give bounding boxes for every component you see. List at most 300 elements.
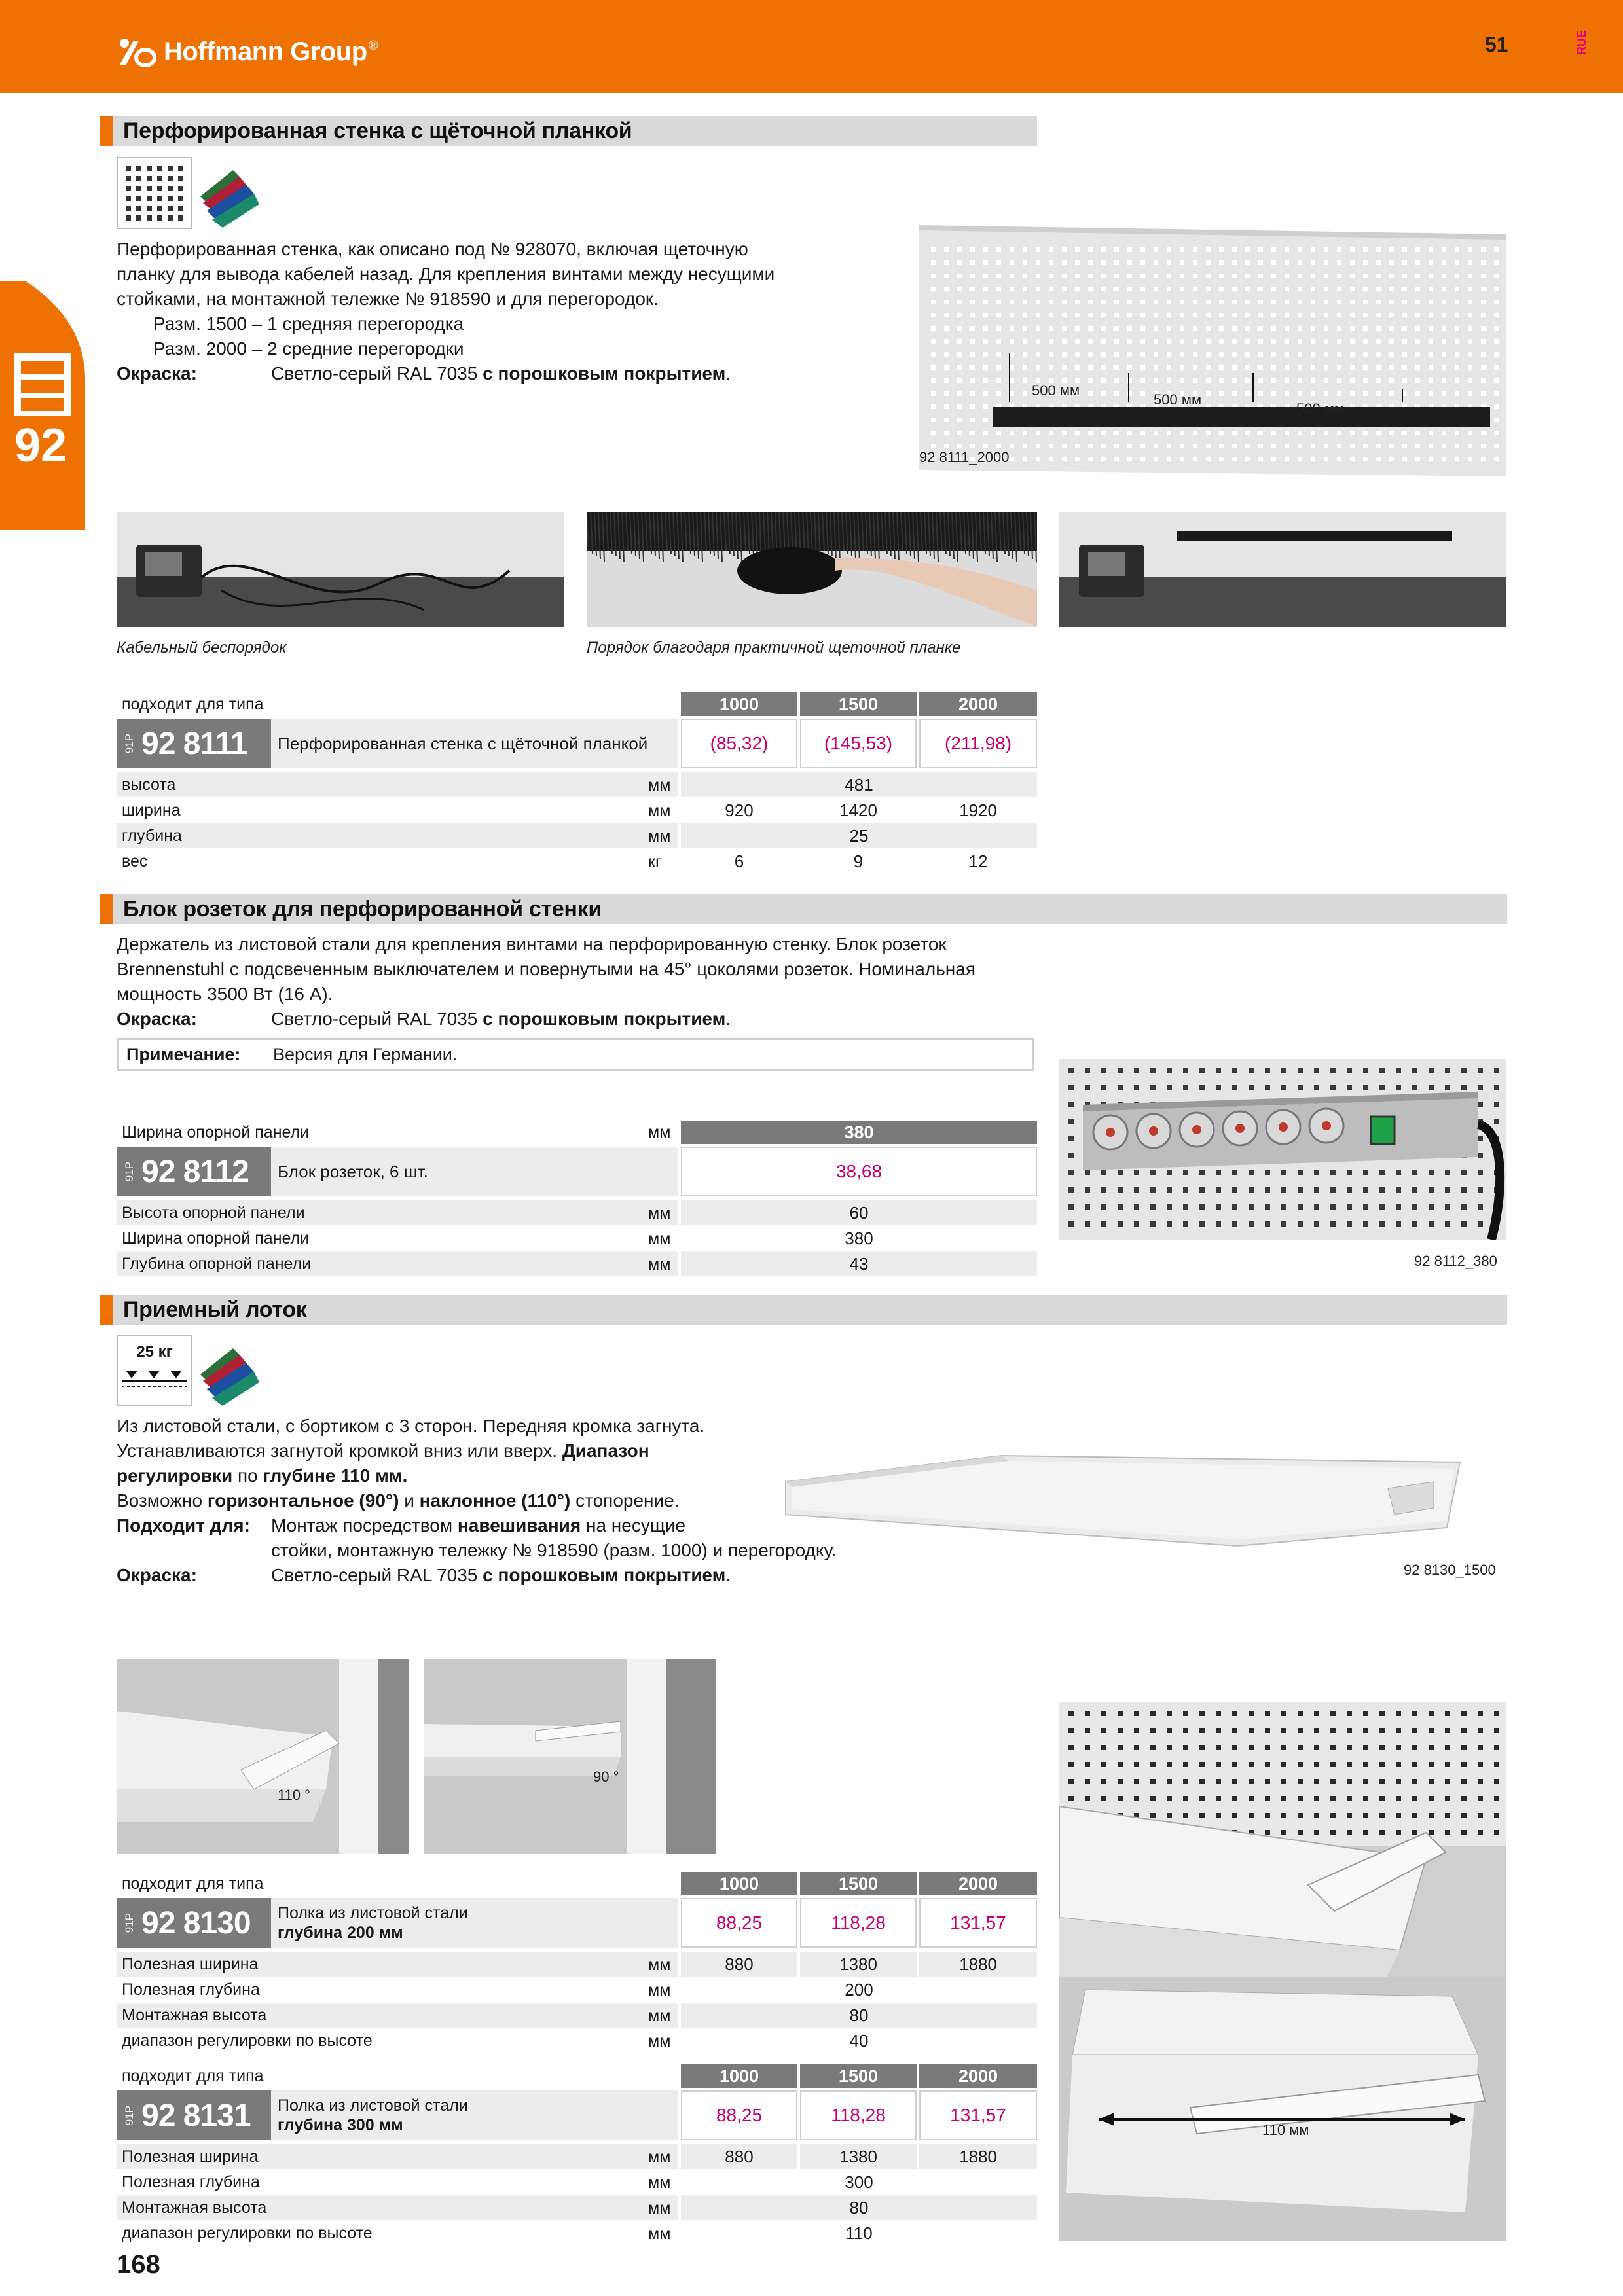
perforation-dot bbox=[996, 274, 1001, 278]
perforation-dot bbox=[944, 352, 949, 357]
perforation-dot bbox=[1396, 1830, 1401, 1835]
perforation-dot bbox=[1167, 457, 1171, 461]
perforation-dot bbox=[1330, 1779, 1336, 1784]
perforation-dot bbox=[1324, 274, 1328, 278]
perforation-dot bbox=[1412, 1204, 1417, 1210]
perforation-dot bbox=[1180, 300, 1184, 304]
perforation-dot bbox=[1258, 247, 1263, 252]
perforation-dot bbox=[1311, 352, 1315, 357]
perforation-dot bbox=[1180, 431, 1184, 435]
perforation-dot bbox=[1216, 1745, 1221, 1750]
perforation-dot bbox=[1415, 287, 1420, 291]
perforation-dot bbox=[1199, 1745, 1205, 1750]
perforation-dot bbox=[1461, 1830, 1467, 1835]
perforation-dot bbox=[1379, 1085, 1385, 1090]
perforation-dot bbox=[944, 365, 949, 370]
column-header: 2000 bbox=[919, 1872, 1037, 1895]
perforation-dot bbox=[1481, 326, 1486, 331]
perforation-dot bbox=[1101, 457, 1106, 461]
perforation-dot bbox=[1023, 313, 1027, 317]
perforation-dot bbox=[957, 352, 962, 357]
perforation-dot bbox=[1337, 300, 1341, 304]
perforation-dot bbox=[1442, 391, 1446, 396]
perforation-dot bbox=[1049, 326, 1053, 331]
perforation-dot bbox=[1167, 1187, 1172, 1193]
perforation-dot bbox=[1245, 313, 1250, 317]
perforation-dot bbox=[1442, 339, 1446, 344]
text-part: Возможно bbox=[117, 1490, 208, 1511]
perforation-dot bbox=[1193, 287, 1197, 291]
perforation-dot bbox=[1150, 1711, 1156, 1716]
perforation-dot bbox=[1134, 1796, 1139, 1801]
article-number: 92 8131 bbox=[141, 2098, 251, 2133]
perforation-dot bbox=[1478, 1136, 1483, 1141]
perforation-dot bbox=[1206, 378, 1211, 383]
perforation-dot bbox=[1350, 352, 1355, 357]
perforation-dot bbox=[1468, 431, 1472, 435]
perforation-dot bbox=[136, 186, 141, 191]
perforation-dot bbox=[1216, 1204, 1221, 1210]
perforation-dot bbox=[1023, 431, 1027, 435]
perforation-dot bbox=[1445, 1221, 1450, 1227]
text-part: Монтаж посредством bbox=[271, 1515, 458, 1535]
perforation-dot bbox=[1442, 287, 1446, 291]
perforation-dot bbox=[1101, 1745, 1106, 1750]
perforation-dot bbox=[1114, 365, 1119, 370]
perforation-dot bbox=[1314, 1728, 1319, 1733]
perforation-dot bbox=[1206, 326, 1211, 331]
perforation-dot bbox=[1311, 431, 1315, 435]
perforation-dot bbox=[1134, 1745, 1139, 1750]
perforation-dot bbox=[996, 444, 1001, 448]
perforation-dot bbox=[1461, 1085, 1467, 1090]
perforation-dot bbox=[1285, 339, 1289, 344]
perforation-dot bbox=[1347, 1711, 1352, 1716]
perforation-dot bbox=[1350, 339, 1355, 344]
perforation-dot bbox=[1337, 326, 1341, 331]
perforation-dot bbox=[1199, 1068, 1205, 1073]
perforation-dot bbox=[126, 196, 131, 201]
perforation-dot bbox=[1396, 1085, 1401, 1090]
spec-row bbox=[117, 2003, 1037, 2028]
perforation-dot bbox=[1376, 260, 1381, 265]
perforation-dot bbox=[1298, 287, 1302, 291]
spec-label: Полезная глубина bbox=[122, 1980, 260, 1999]
perforation-dot bbox=[1347, 1187, 1352, 1193]
perforation-dot bbox=[1167, 300, 1171, 304]
perforation-dot bbox=[1062, 300, 1067, 304]
perforation-dot bbox=[1285, 326, 1289, 331]
perforation-dot bbox=[1376, 352, 1381, 357]
perforation-dot bbox=[1118, 1085, 1123, 1090]
perforation-dot bbox=[178, 215, 183, 221]
perforation-dot bbox=[1010, 313, 1014, 317]
perforation-dot bbox=[1412, 1779, 1417, 1784]
perforation-dot bbox=[1114, 274, 1119, 278]
perforation-dot bbox=[1206, 300, 1211, 304]
article-number: 92 8111 bbox=[141, 726, 247, 761]
spec-value: 200 bbox=[845, 1979, 873, 2000]
perforation-dot bbox=[1118, 1170, 1123, 1175]
perforation-dot bbox=[1389, 300, 1394, 304]
perforation-dot bbox=[1281, 1745, 1286, 1750]
perforation-dot bbox=[1314, 1085, 1319, 1090]
tray-adjustment-drawing bbox=[1059, 1977, 1506, 2241]
perforation-dot bbox=[1363, 1711, 1368, 1716]
perforation-dot bbox=[1249, 1187, 1254, 1193]
column-header: 380 bbox=[681, 1121, 1037, 1144]
perforation-dot bbox=[1412, 1813, 1417, 1818]
perforation-dot bbox=[1183, 1762, 1188, 1767]
perforation-dot bbox=[1150, 1187, 1156, 1193]
perforation-dot bbox=[1314, 1762, 1319, 1767]
brand-registered: ® bbox=[368, 38, 378, 53]
perforation-dot bbox=[1412, 1187, 1417, 1193]
perforation-dot bbox=[1219, 378, 1224, 383]
perforation-dot bbox=[1258, 313, 1263, 317]
perforation-dot bbox=[126, 166, 131, 171]
spec-value: 481 bbox=[681, 772, 1037, 797]
column-header: 1000 bbox=[681, 1872, 797, 1895]
perforation-dot bbox=[1206, 457, 1211, 461]
perforation-dot bbox=[1183, 1170, 1188, 1175]
perforation-dot bbox=[1118, 1068, 1123, 1073]
spec-unit: мм bbox=[648, 1204, 671, 1223]
perforation-dot bbox=[1494, 352, 1499, 357]
perforation-dot bbox=[1311, 444, 1315, 448]
perforation-dot bbox=[1206, 339, 1211, 344]
perforation-dot bbox=[1232, 247, 1237, 252]
perforation-dot bbox=[1337, 457, 1341, 461]
description-line: Brennenstuhl с подсвеченным выключателем и повернутыми на 45° цоколями розеток. Номинальная bbox=[117, 959, 976, 979]
perforation-dot bbox=[1271, 247, 1276, 252]
perforation-dot bbox=[1363, 1745, 1368, 1750]
text-part: глубине 110 мм. bbox=[263, 1465, 408, 1486]
perforation-dot bbox=[1347, 1813, 1352, 1818]
perforation-dot bbox=[178, 166, 183, 171]
perforation-dot bbox=[1232, 1187, 1237, 1193]
perforation-dot bbox=[1010, 391, 1014, 396]
perforation-dot bbox=[1232, 1221, 1237, 1227]
perforation-dot bbox=[1324, 247, 1328, 252]
perforation-dot bbox=[1219, 247, 1224, 252]
spec-label: высота bbox=[117, 772, 678, 797]
perforation-dot bbox=[1245, 352, 1250, 357]
column-header: 2000 bbox=[919, 2064, 1037, 2088]
perforation-dot bbox=[1376, 274, 1381, 278]
perforation-dot bbox=[1324, 300, 1328, 304]
price-cell bbox=[800, 2090, 917, 2140]
perforation-dot bbox=[1376, 431, 1381, 435]
perforation-dot bbox=[1183, 1204, 1188, 1210]
spec-value: 1420 bbox=[839, 800, 877, 820]
perforation-dot bbox=[1049, 287, 1053, 291]
perforation-dot bbox=[168, 176, 173, 181]
perforation-dot bbox=[1455, 326, 1459, 331]
perforation-dot bbox=[1232, 1204, 1237, 1210]
perforation-dot bbox=[1429, 365, 1433, 370]
article-prefix: 91P bbox=[123, 733, 136, 754]
perforation-dot bbox=[1265, 1762, 1270, 1767]
perforation-dot bbox=[1298, 352, 1302, 357]
perforation-dot bbox=[1285, 391, 1289, 396]
spec-unit: мм bbox=[648, 2007, 671, 2025]
perforation-dot bbox=[1180, 260, 1184, 265]
perforation-dot bbox=[1265, 1221, 1270, 1227]
perforation-dot bbox=[1140, 326, 1145, 331]
perforation-dot bbox=[1101, 326, 1106, 331]
perforation-dot bbox=[1150, 1085, 1156, 1090]
perforation-dot bbox=[1402, 391, 1407, 396]
perforation-dot bbox=[1402, 313, 1407, 317]
spec-row bbox=[117, 1200, 1037, 1225]
perforation-dot bbox=[957, 326, 962, 331]
perforation-dot bbox=[1114, 378, 1119, 383]
perforation-dot bbox=[1134, 1187, 1139, 1193]
perforation-dot bbox=[1036, 300, 1040, 304]
article-name bbox=[271, 2090, 678, 2140]
cable-mess-photo bbox=[117, 512, 564, 627]
perforation-dot bbox=[1023, 391, 1027, 396]
perforation-dot bbox=[1206, 431, 1211, 435]
perforation-dot bbox=[970, 300, 975, 304]
perforation-dot bbox=[1314, 1170, 1319, 1175]
perforation-dot bbox=[1298, 378, 1302, 383]
perforation-dot bbox=[1481, 378, 1486, 383]
perforation-dot bbox=[1193, 457, 1197, 461]
perforation-dot bbox=[1412, 1728, 1417, 1733]
spec-row bbox=[117, 1251, 1037, 1276]
perforation-dot bbox=[1199, 1762, 1205, 1767]
perforation-dot bbox=[931, 260, 936, 265]
perforation-dot bbox=[1481, 287, 1486, 291]
perforation-dot bbox=[1088, 313, 1093, 317]
fits-line-2: стойки, монтажную тележку № 918590 (разм. 1000) и перегородку. bbox=[271, 1540, 837, 1560]
perforation-dot bbox=[944, 274, 949, 278]
fits-label: Подходит для: bbox=[117, 1515, 250, 1535]
perforation-dot bbox=[1494, 378, 1499, 383]
perforation-dot bbox=[1245, 457, 1250, 461]
perforation-dot bbox=[1337, 313, 1341, 317]
perforation-dot bbox=[1036, 247, 1040, 252]
perforation-dot bbox=[1445, 1085, 1450, 1090]
perforation-dot bbox=[1347, 1085, 1352, 1090]
perforation-dot bbox=[1363, 378, 1368, 383]
perforation-dot bbox=[1376, 457, 1381, 461]
price-cell bbox=[800, 1898, 917, 1948]
perforation-dot bbox=[1219, 313, 1224, 317]
perforation-dot bbox=[970, 339, 975, 344]
perforation-dot bbox=[1402, 365, 1407, 370]
perforation-dot bbox=[1298, 300, 1302, 304]
perforation-dot bbox=[1330, 1813, 1336, 1818]
perforation-dot bbox=[1023, 352, 1027, 357]
perforation-dot bbox=[1127, 339, 1132, 344]
perforation-dot bbox=[1068, 1102, 1074, 1107]
perforation-dot bbox=[1314, 1745, 1319, 1750]
perforation-dot bbox=[1258, 339, 1263, 344]
description-line: Перфорированная стенка, как описано под № 928070, включая щеточную bbox=[117, 239, 748, 259]
perforation-dot bbox=[996, 287, 1001, 291]
perforation-dot bbox=[1167, 365, 1171, 370]
perforation-dot bbox=[1088, 444, 1093, 448]
perforation-dot bbox=[1232, 1728, 1237, 1733]
perforation-dot bbox=[957, 339, 962, 344]
perforation-dot bbox=[1023, 326, 1027, 331]
perforation-dot bbox=[1199, 1728, 1205, 1733]
organized-drawing bbox=[1059, 512, 1506, 627]
perforation-dot bbox=[1429, 444, 1433, 448]
price-value: (85,32) bbox=[710, 733, 769, 753]
perforation-dot bbox=[1455, 365, 1459, 370]
perforation-dot bbox=[1219, 274, 1224, 278]
perforation-dot bbox=[1298, 365, 1302, 370]
spec-unit: мм bbox=[648, 776, 671, 795]
perforation-dot bbox=[1363, 1762, 1368, 1767]
perforation-dot bbox=[1363, 1221, 1368, 1227]
perforation-dot bbox=[1461, 1187, 1467, 1193]
perforation-dot bbox=[1429, 1779, 1434, 1784]
perforation-dot bbox=[1429, 1170, 1434, 1175]
price-cell bbox=[919, 1898, 1037, 1948]
perforation-dot bbox=[1494, 1796, 1499, 1801]
perforation-dot bbox=[1347, 1728, 1352, 1733]
price-cell bbox=[681, 719, 797, 768]
perforation-dot bbox=[1183, 1745, 1188, 1750]
perforation-dot bbox=[136, 196, 141, 201]
perforation-dot bbox=[1085, 1762, 1090, 1767]
perforation-dot bbox=[1330, 1728, 1336, 1733]
perforation-dot bbox=[1281, 1813, 1286, 1818]
perforation-dot bbox=[1314, 1711, 1319, 1716]
perforation-dot bbox=[1298, 260, 1302, 265]
spec-value: 25 bbox=[681, 823, 1037, 848]
perforation-dot bbox=[1347, 1830, 1352, 1835]
perforation-dot bbox=[1468, 300, 1472, 304]
perforation-dot bbox=[1216, 1187, 1221, 1193]
perforation-dot bbox=[1379, 1813, 1385, 1818]
perforation-dot bbox=[1330, 1085, 1336, 1090]
perforation-dot bbox=[1461, 1711, 1467, 1716]
perforation-dot bbox=[1167, 352, 1171, 357]
perforation-dot bbox=[931, 444, 936, 448]
perforation-dot bbox=[1363, 457, 1368, 461]
perforation-dot bbox=[1101, 1187, 1106, 1193]
perforation-dot bbox=[1127, 260, 1132, 265]
perforation-dot bbox=[1216, 1762, 1221, 1767]
perforation-dot bbox=[1396, 1745, 1401, 1750]
heading-accent bbox=[100, 116, 113, 146]
perforation-dot bbox=[1114, 287, 1119, 291]
perforation-dot bbox=[1180, 339, 1184, 344]
perforation-dot bbox=[1461, 1762, 1467, 1767]
perforation-dot bbox=[1068, 1745, 1074, 1750]
perforation-dot bbox=[1468, 378, 1472, 383]
perforation-dot bbox=[1232, 352, 1237, 357]
perforation-dot bbox=[931, 391, 936, 396]
perforation-dot bbox=[996, 300, 1001, 304]
perforation-dot bbox=[1118, 1711, 1123, 1716]
perforation-dot bbox=[970, 352, 975, 357]
perforation-dot bbox=[1350, 247, 1355, 252]
perforation-dot bbox=[1010, 352, 1014, 357]
perforation-dot bbox=[1265, 1779, 1270, 1784]
perforation-dot bbox=[1101, 1170, 1106, 1175]
article-name: Перфорированная стенка с щёточной планкой bbox=[271, 719, 678, 768]
perforation-dot bbox=[1010, 300, 1014, 304]
perforation-dot bbox=[1023, 300, 1027, 304]
perforation-dot bbox=[1114, 391, 1119, 396]
perforation-dot bbox=[1298, 326, 1302, 331]
paint-label: Окраска: bbox=[117, 363, 197, 384]
perforation-dot bbox=[1216, 1728, 1221, 1733]
perforation-dot bbox=[147, 176, 152, 181]
perforation-dot bbox=[1249, 1796, 1254, 1801]
perforation-dot bbox=[1023, 378, 1027, 383]
perforation-dot bbox=[1219, 457, 1224, 461]
perforation-dot bbox=[1140, 444, 1145, 448]
perforation-dot bbox=[1298, 457, 1302, 461]
perforation-dot bbox=[996, 352, 1001, 357]
section1-description bbox=[117, 237, 902, 386]
perforation-dot bbox=[1494, 391, 1499, 396]
spec-label: глубина bbox=[117, 823, 678, 848]
perforation-dot bbox=[1101, 352, 1106, 357]
perforation-dot bbox=[1415, 457, 1420, 461]
spec-value: 12 bbox=[968, 851, 988, 871]
perforation-dot bbox=[1442, 352, 1446, 357]
column-header: 1500 bbox=[800, 692, 917, 716]
perforation-dot bbox=[1140, 391, 1145, 396]
perforation-dot bbox=[1412, 1711, 1417, 1716]
language-code: RUE bbox=[1575, 30, 1588, 56]
perforation-dot bbox=[983, 378, 988, 383]
perforation-dot bbox=[178, 186, 183, 191]
price-value: 88,25 bbox=[716, 1912, 763, 1933]
perforation-dot bbox=[1379, 1779, 1385, 1784]
perforation-dot bbox=[957, 444, 962, 448]
spec-row bbox=[117, 772, 1037, 797]
paint-text: Светло-серый RAL 7035 bbox=[271, 1565, 483, 1585]
perforation-dot bbox=[1118, 1779, 1123, 1784]
perforation-dot bbox=[1265, 1813, 1270, 1818]
perforation-dot bbox=[1101, 378, 1106, 383]
spec-label: Монтажная высота bbox=[117, 2195, 678, 2220]
perforation-dot bbox=[1088, 431, 1093, 435]
spec-value: 80 bbox=[681, 2195, 1037, 2220]
perforation-dot bbox=[1379, 1745, 1385, 1750]
perforation-dot bbox=[1311, 339, 1315, 344]
perforation-dot bbox=[1376, 326, 1381, 331]
perforation-dot bbox=[147, 166, 152, 171]
perforation-dot bbox=[1216, 1796, 1221, 1801]
perforation-dot bbox=[1010, 247, 1014, 252]
perforation-dot bbox=[1330, 1830, 1336, 1835]
perforation-dot bbox=[1085, 1068, 1090, 1073]
perforation-dot bbox=[1101, 247, 1106, 252]
article-name-line: Полка из листовой стали bbox=[278, 1904, 468, 1922]
perforation-dot bbox=[1285, 274, 1289, 278]
column-header: 1500 bbox=[800, 1872, 917, 1895]
perforation-dot bbox=[1379, 1068, 1385, 1073]
perforation-dot bbox=[1494, 300, 1499, 304]
perforation-dot bbox=[1281, 1796, 1286, 1801]
perforation-dot bbox=[1167, 287, 1171, 291]
perforation-dot bbox=[1455, 300, 1459, 304]
perforation-dot bbox=[1415, 378, 1420, 383]
perforation-dot bbox=[957, 274, 962, 278]
perforation-dot bbox=[1134, 1711, 1139, 1716]
